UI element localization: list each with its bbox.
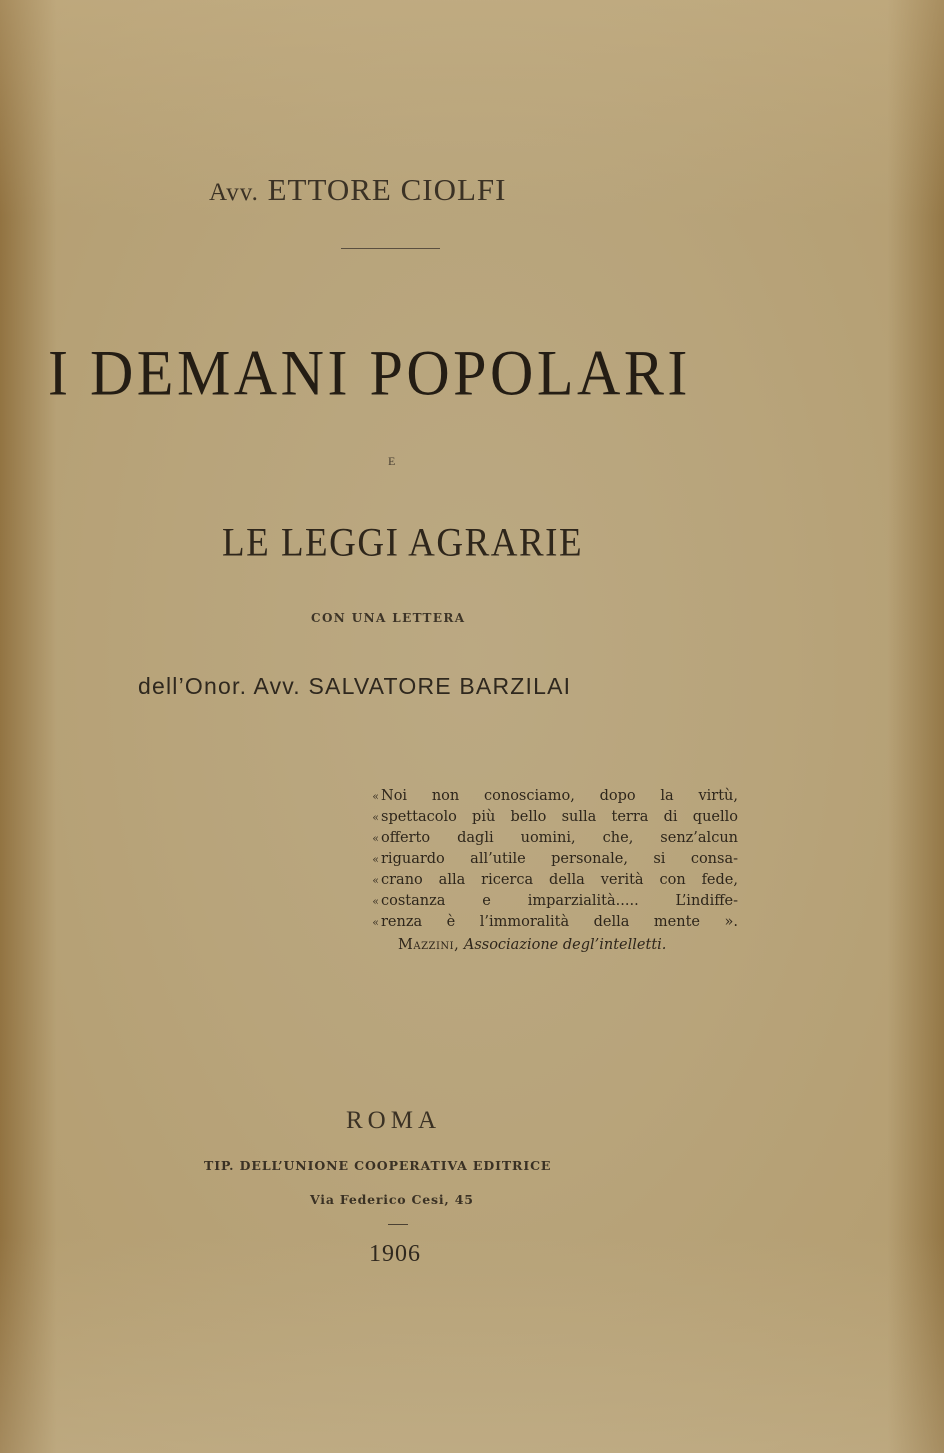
imprint-city: ROMA (346, 1107, 442, 1134)
letter-note: CON UNA LETTERA (311, 611, 466, 625)
epigraph-line (368, 786, 738, 807)
quote-mark: « (372, 874, 379, 887)
imprint-year: 1906 (369, 1241, 421, 1267)
epigraph-line (368, 891, 738, 912)
author-line (209, 172, 579, 208)
quote-mark: « (372, 895, 379, 908)
author-prefix: Avv. (209, 179, 259, 206)
epigraph-line-text: spettacolo più bello sulla terra di quello (381, 809, 738, 825)
epigraph-line (368, 849, 738, 870)
epigraph-line-text: Noi non conosciamo, dopo la virtù, (381, 788, 738, 804)
imprint-printer: TIP. DELL’UNIONE COOPERATIVA EDITRICE (204, 1158, 552, 1173)
title-conjunction: E (388, 454, 396, 468)
imprint-address: Via Federico Cesi, 45 (310, 1192, 474, 1207)
letter-author: dell’Onor. Avv. SALVATORE BARZILAI (138, 673, 572, 699)
quote-mark: « (372, 853, 379, 866)
attribution-work: Associazione degl’intelletti. (463, 937, 667, 953)
epigraph-line-text: renza è l’immoralità della mente ». (381, 914, 738, 930)
quote-mark: « (372, 811, 379, 824)
epigraph-line (368, 870, 738, 891)
epigraph-line-text: offerto dagli uomini, che, senz’alcun (381, 830, 738, 846)
epigraph-line-text: riguardo all’utile personale, si consa- (381, 851, 738, 867)
author-name: ETTORE CIOLFI (267, 172, 507, 207)
epigraph-line (368, 828, 738, 849)
imprint-divider (388, 1224, 408, 1225)
epigraph-line-text: costanza e imparzialità..... L’indiffe- (381, 893, 738, 909)
quote-mark: « (372, 790, 379, 803)
epigraph-line-text: crano alla ricerca della verità con fede, (381, 872, 738, 888)
book-title: I DEMANI POPOLARI (48, 337, 691, 409)
divider-rule (341, 248, 440, 249)
epigraph-line (368, 807, 738, 828)
epigraph-line (368, 912, 738, 933)
quote-mark: « (372, 832, 379, 845)
epigraph-attribution (368, 935, 738, 956)
book-subtitle: LE LEGGI AGRARIE (222, 521, 584, 566)
epigraph (368, 786, 738, 956)
attribution-author: Mazzini, (398, 937, 460, 953)
quote-mark: « (372, 916, 379, 929)
